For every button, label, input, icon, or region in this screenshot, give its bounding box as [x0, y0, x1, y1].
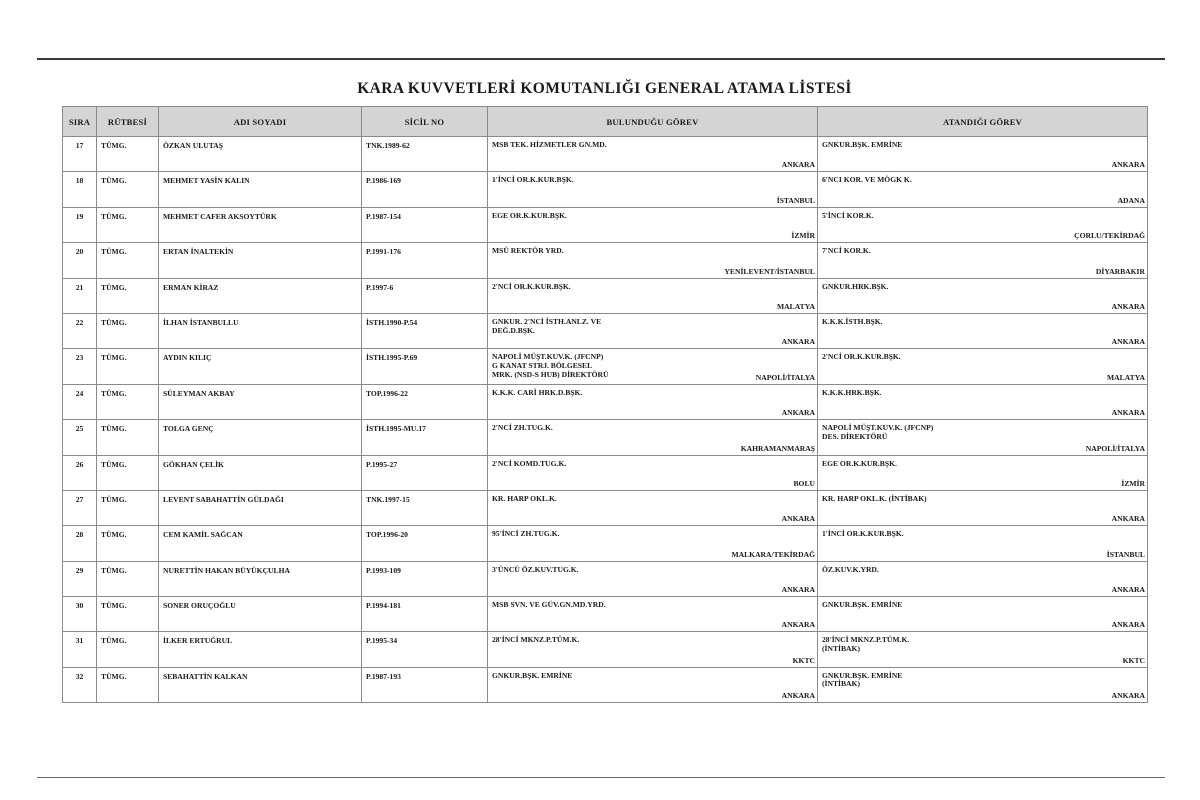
document-title: KARA KUVVETLERİ KOMUTANLIĞI GENERAL ATAMA LİSTESİ	[357, 80, 852, 97]
bulundugu-gorev-lines	[492, 283, 813, 292]
atandigi-gorev-line: KR. HARP OKL.K. (İNTİBAK)	[822, 493, 927, 503]
atandigi-gorev-location: NAPOLİ/İTALYA	[1085, 443, 1145, 453]
cell-adi-soyadi: TOLGA GENÇ	[159, 420, 362, 455]
atandigi-gorev-lines	[822, 247, 1143, 256]
cell-sira: 21	[63, 278, 97, 313]
table-row	[63, 632, 1148, 667]
cell-adi-soyadi: SÜLEYMAN AKBAY	[159, 384, 362, 419]
atandigi-gorev-location: ÇORLU/TEKİRDAĞ	[1074, 231, 1145, 241]
cell-rutbe: TÜMG.	[97, 667, 159, 702]
cell-bulundugu-gorev	[488, 597, 818, 632]
atandigi-gorev-lines	[822, 672, 1143, 689]
cell-sira: 19	[63, 207, 97, 242]
cell-bulundugu-gorev	[488, 667, 818, 702]
bulundugu-gorev-line: 1'İNCİ OR.K.KUR.BŞK.	[492, 175, 574, 185]
bulundugu-gorev-line: DEĞ.D.BŞK.	[492, 325, 535, 335]
bulundugu-gorev-lines	[492, 141, 813, 150]
header-bulundugu-gorev: BULUNDUĞU GÖREV	[488, 107, 818, 137]
cell-sira: 24	[63, 384, 97, 419]
bulundugu-gorev-location: KKTC	[792, 655, 815, 665]
bulundugu-gorev-line: KR. HARP OKL.K.	[492, 493, 557, 503]
cell-rutbe: TÜMG.	[97, 384, 159, 419]
bulundugu-gorev-location: ANKARA	[781, 408, 815, 418]
cell-sicil-no: TOP.1996-20	[362, 526, 488, 561]
cell-rutbe: TÜMG.	[97, 455, 159, 490]
cell-sira: 30	[63, 597, 97, 632]
cell-rutbe: TÜMG.	[97, 172, 159, 207]
cell-rutbe: TÜMG.	[97, 349, 159, 384]
atandigi-gorev-location: ANKARA	[1111, 514, 1145, 524]
atandigi-gorev-lines	[822, 530, 1143, 539]
cell-sicil-no: TOP.1996-22	[362, 384, 488, 419]
table-row	[63, 420, 1148, 455]
atandigi-gorev-line: ÖZ.KUV.K.YRD.	[822, 564, 879, 574]
atandigi-gorev-lines	[822, 353, 1143, 362]
cell-atandigi-gorev	[818, 278, 1148, 313]
cell-atandigi-gorev	[818, 384, 1148, 419]
cell-adi-soyadi: CEM KAMİL SAĞCAN	[159, 526, 362, 561]
bulundugu-gorev-lines	[492, 424, 813, 433]
cell-rutbe: TÜMG.	[97, 420, 159, 455]
table-row	[63, 207, 1148, 242]
cell-bulundugu-gorev	[488, 384, 818, 419]
bulundugu-gorev-line: MRK. (NSD-S HUB) DİREKTÖRÜ	[492, 369, 609, 379]
bulundugu-gorev-line: GNKUR. 2'NCİ İSTH.ANLZ. VE	[492, 316, 602, 326]
top-rule	[37, 58, 1165, 60]
atandigi-gorev-location: ANKARA	[1111, 337, 1145, 347]
bulundugu-gorev-location: İSTANBUL	[776, 195, 815, 205]
bulundugu-gorev-lines	[492, 601, 813, 610]
table-row	[63, 349, 1148, 384]
atandigi-gorev-location: ANKARA	[1111, 408, 1145, 418]
cell-rutbe: TÜMG.	[97, 490, 159, 525]
cell-adi-soyadi: ERTAN İNALTEKİN	[159, 243, 362, 278]
atandigi-gorev-line: 1'İNCİ OR.K.KUR.BŞK.	[822, 529, 904, 539]
cell-bulundugu-gorev	[488, 349, 818, 384]
cell-bulundugu-gorev	[488, 526, 818, 561]
cell-adi-soyadi: SEBAHATTİN KALKAN	[159, 667, 362, 702]
cell-adi-soyadi: MEHMET CAFER AKSOYTÜRK	[159, 207, 362, 242]
atandigi-gorev-location: ANKARA	[1111, 585, 1145, 595]
header-sira: SIRA	[63, 107, 97, 137]
atandigi-gorev-line: DES. DİREKTÖRÜ	[822, 431, 888, 441]
cell-sira: 22	[63, 313, 97, 348]
bulundugu-gorev-line: 28'İNCİ MKNZ.P.TÜM.K.	[492, 635, 580, 645]
table-row	[63, 526, 1148, 561]
atandigi-gorev-line: 7'NCİ KOR.K.	[822, 246, 871, 256]
bulundugu-gorev-line: EGE OR.K.KUR.BŞK.	[492, 210, 567, 220]
atandigi-gorev-location: KKTC	[1122, 655, 1145, 665]
table-row	[63, 243, 1148, 278]
bulundugu-gorev-lines	[492, 389, 813, 398]
cell-adi-soyadi: MEHMET YASİN KALIN	[159, 172, 362, 207]
cell-sicil-no: İSTH.1995-MU.17	[362, 420, 488, 455]
bulundugu-gorev-line: NAPOLİ MÜŞT.KUV.K. (JFCNP)	[492, 352, 604, 362]
cell-sicil-no: P.1986-169	[362, 172, 488, 207]
cell-rutbe: TÜMG.	[97, 278, 159, 313]
bulundugu-gorev-lines	[492, 176, 813, 185]
bulundugu-gorev-location: NAPOLİ/İTALYA	[755, 372, 815, 382]
table-row	[63, 172, 1148, 207]
bulundugu-gorev-location: İZMİR	[791, 231, 815, 241]
cell-adi-soyadi: İLKER ERTUĞRUL	[159, 632, 362, 667]
cell-sira: 20	[63, 243, 97, 278]
cell-adi-soyadi: ÖZKAN ULUTAŞ	[159, 137, 362, 172]
atandigi-gorev-line: 6'NCI KOR. VE MÖGK K.	[822, 175, 912, 185]
bulundugu-gorev-location: ANKARA	[781, 691, 815, 701]
cell-sicil-no: P.1994-181	[362, 597, 488, 632]
cell-rutbe: TÜMG.	[97, 243, 159, 278]
table-row	[63, 137, 1148, 172]
bulundugu-gorev-lines	[492, 460, 813, 469]
atandigi-gorev-line: 28'İNCİ MKNZ.P.TÜM.K.	[822, 635, 910, 645]
bulundugu-gorev-lines	[492, 530, 813, 539]
cell-atandigi-gorev	[818, 597, 1148, 632]
atandigi-gorev-line: GNKUR.BŞK. EMRİNE	[822, 140, 903, 149]
cell-atandigi-gorev	[818, 667, 1148, 702]
atandigi-gorev-location: ANKARA	[1111, 691, 1145, 701]
cell-bulundugu-gorev	[488, 207, 818, 242]
table-row	[63, 667, 1148, 702]
atandigi-gorev-lines	[822, 460, 1143, 469]
cell-bulundugu-gorev	[488, 561, 818, 596]
atandigi-gorev-line: K.K.K.İSTH.BŞK.	[822, 316, 883, 326]
cell-sira: 29	[63, 561, 97, 596]
bulundugu-gorev-line: MSÜ REKTÖR YRD.	[492, 246, 564, 256]
atandigi-gorev-lines	[822, 566, 1143, 575]
atandigi-gorev-line: GNKUR.HRK.BŞK.	[822, 281, 889, 291]
cell-atandigi-gorev	[818, 455, 1148, 490]
atandigi-gorev-line: GNKUR.BŞK. EMRİNE	[822, 670, 903, 680]
cell-sicil-no: P.1995-34	[362, 632, 488, 667]
cell-atandigi-gorev	[818, 349, 1148, 384]
bulundugu-gorev-line: 2'NCİ ZH.TUG.K.	[492, 423, 553, 433]
cell-adi-soyadi: LEVENT SABAHATTİN GÜLDAĞI	[159, 490, 362, 525]
table-row	[63, 597, 1148, 632]
bulundugu-gorev-line: 2'NCİ OR.K.KUR.BŞK.	[492, 281, 571, 291]
cell-sicil-no: P.1991-176	[362, 243, 488, 278]
bulundugu-gorev-location: YENİLEVENT/İSTANBUL	[724, 266, 815, 276]
cell-rutbe: TÜMG.	[97, 137, 159, 172]
bulundugu-gorev-location: BOLU	[793, 478, 815, 488]
bulundugu-gorev-lines	[492, 636, 813, 645]
bulundugu-gorev-lines	[492, 672, 813, 681]
cell-sicil-no: P.1993-109	[362, 561, 488, 596]
cell-sira: 26	[63, 455, 97, 490]
cell-rutbe: TÜMG.	[97, 632, 159, 667]
atandigi-gorev-line: (İNTİBAK)	[822, 644, 860, 654]
table-row	[63, 490, 1148, 525]
atandigi-gorev-location: ANKARA	[1111, 301, 1145, 311]
cell-bulundugu-gorev	[488, 490, 818, 525]
atandigi-gorev-lines	[822, 318, 1143, 327]
bulundugu-gorev-location: ANKARA	[781, 585, 815, 595]
cell-sicil-no: P.1987-154	[362, 207, 488, 242]
cell-bulundugu-gorev	[488, 243, 818, 278]
bulundugu-gorev-lines	[492, 212, 813, 221]
bulundugu-gorev-location: ANKARA	[781, 620, 815, 630]
cell-sicil-no: İSTH.1990-P.54	[362, 313, 488, 348]
cell-bulundugu-gorev	[488, 420, 818, 455]
atandigi-gorev-line: (İNTİBAK)	[822, 679, 860, 689]
table-row	[63, 313, 1148, 348]
bottom-rule	[37, 777, 1165, 778]
bulundugu-gorev-location: ANKARA	[781, 160, 815, 170]
cell-adi-soyadi: AYDIN KILIÇ	[159, 349, 362, 384]
atandigi-gorev-location: İZMİR	[1121, 478, 1145, 488]
cell-sira: 18	[63, 172, 97, 207]
cell-bulundugu-gorev	[488, 172, 818, 207]
atandigi-gorev-lines	[822, 141, 1143, 150]
table-row	[63, 278, 1148, 313]
table-row	[63, 561, 1148, 596]
table-row	[63, 384, 1148, 419]
atandigi-gorev-location: DİYARBAKIR	[1095, 266, 1145, 276]
atandigi-gorev-lines	[822, 601, 1143, 610]
cell-atandigi-gorev	[818, 526, 1148, 561]
cell-bulundugu-gorev	[488, 313, 818, 348]
cell-sira: 28	[63, 526, 97, 561]
atandigi-gorev-location: İSTANBUL	[1106, 549, 1145, 559]
atandigi-gorev-lines	[822, 389, 1143, 398]
assignment-table	[62, 106, 1148, 703]
cell-sicil-no: İSTH.1995-P.69	[362, 349, 488, 384]
bulundugu-gorev-lines	[492, 247, 813, 256]
bulundugu-gorev-line: 95'İNCİ ZH.TUG.K.	[492, 529, 560, 539]
bulundugu-gorev-lines	[492, 495, 813, 504]
cell-sicil-no: TNK.1989-62	[362, 137, 488, 172]
atandigi-gorev-location: ADANA	[1117, 195, 1145, 205]
cell-adi-soyadi: GÖKHAN ÇELİK	[159, 455, 362, 490]
atandigi-gorev-line: 5'İNCİ KOR.K.	[822, 210, 874, 220]
cell-sira: 27	[63, 490, 97, 525]
atandigi-gorev-lines	[822, 424, 1143, 441]
cell-rutbe: TÜMG.	[97, 597, 159, 632]
atandigi-gorev-lines	[822, 283, 1143, 292]
table-row	[63, 455, 1148, 490]
bulundugu-gorev-lines	[492, 566, 813, 575]
atandigi-gorev-location: MALATYA	[1107, 372, 1145, 382]
cell-rutbe: TÜMG.	[97, 561, 159, 596]
bulundugu-gorev-line: K.K.K. CARİ HRK.D.BŞK.	[492, 387, 583, 397]
cell-bulundugu-gorev	[488, 137, 818, 172]
cell-bulundugu-gorev	[488, 278, 818, 313]
cell-sira: 31	[63, 632, 97, 667]
bulundugu-gorev-location: MALATYA	[777, 301, 815, 311]
cell-atandigi-gorev	[818, 172, 1148, 207]
header-adi-soyadi: ADI SOYADI	[159, 107, 362, 137]
cell-adi-soyadi: SONER ORUÇOĞLU	[159, 597, 362, 632]
cell-atandigi-gorev	[818, 313, 1148, 348]
atandigi-gorev-lines	[822, 636, 1143, 653]
cell-adi-soyadi: İLHAN İSTANBULLU	[159, 313, 362, 348]
header-atandigi-gorev: ATANDIĞI GÖREV	[818, 107, 1148, 137]
cell-sira: 32	[63, 667, 97, 702]
header-sicil-no: SİCİL NO	[362, 107, 488, 137]
cell-atandigi-gorev	[818, 632, 1148, 667]
atandigi-gorev-line: GNKUR.BŞK. EMRİNE	[822, 600, 903, 610]
bulundugu-gorev-line: GNKUR.BŞK. EMRİNE	[492, 670, 573, 680]
bulundugu-gorev-line: G KANAT STRJ. BÖLGESEL	[492, 360, 593, 370]
cell-sicil-no: P.1995-27	[362, 455, 488, 490]
cell-atandigi-gorev	[818, 561, 1148, 596]
cell-rutbe: TÜMG.	[97, 313, 159, 348]
cell-rutbe: TÜMG.	[97, 207, 159, 242]
cell-sicil-no: TNK.1997-15	[362, 490, 488, 525]
atandigi-gorev-lines	[822, 176, 1143, 185]
cell-atandigi-gorev	[818, 420, 1148, 455]
atandigi-gorev-line: NAPOLİ MÜŞT.KUV.K. (JFCNP)	[822, 423, 934, 433]
cell-adi-soyadi: NURETTİN HAKAN BÜYÜKÇULHA	[159, 561, 362, 596]
cell-sicil-no: P.1987-193	[362, 667, 488, 702]
cell-atandigi-gorev	[818, 490, 1148, 525]
cell-atandigi-gorev	[818, 137, 1148, 172]
cell-adi-soyadi: ERMAN KİRAZ	[159, 278, 362, 313]
bulundugu-gorev-line: 3'ÜNCÜ ÖZ.KUV.TUG.K.	[492, 564, 579, 574]
atandigi-gorev-line: K.K.K.HRK.BŞK.	[822, 387, 882, 397]
header-rutbe: RÜTBESİ	[97, 107, 159, 137]
cell-atandigi-gorev	[818, 243, 1148, 278]
cell-sicil-no: P.1997-6	[362, 278, 488, 313]
atandigi-gorev-line: EGE OR.K.KUR.BŞK.	[822, 458, 897, 468]
bulundugu-gorev-lines	[492, 318, 813, 335]
bulundugu-gorev-line: MSB TEK. HİZMETLER GN.MD.	[492, 140, 607, 149]
cell-atandigi-gorev	[818, 207, 1148, 242]
bulundugu-gorev-location: MALKARA/TEKİRDAĞ	[731, 549, 815, 559]
bulundugu-gorev-location: KAHRAMANMARAŞ	[740, 443, 815, 453]
atandigi-gorev-location: ANKARA	[1111, 620, 1145, 630]
cell-sira: 25	[63, 420, 97, 455]
table-header-row	[63, 107, 1148, 137]
cell-bulundugu-gorev	[488, 632, 818, 667]
cell-bulundugu-gorev	[488, 455, 818, 490]
bulundugu-gorev-line: 2'NCİ KOMD.TUG.K.	[492, 458, 567, 468]
atandigi-gorev-location: ANKARA	[1111, 160, 1145, 170]
cell-rutbe: TÜMG.	[97, 526, 159, 561]
atandigi-gorev-lines	[822, 212, 1143, 221]
atandigi-gorev-line: 2'NCİ OR.K.KUR.BŞK.	[822, 352, 901, 362]
cell-sira: 23	[63, 349, 97, 384]
atandigi-gorev-lines	[822, 495, 1143, 504]
cell-sira: 17	[63, 137, 97, 172]
bulundugu-gorev-location: ANKARA	[781, 337, 815, 347]
bulundugu-gorev-location: ANKARA	[781, 514, 815, 524]
table-body	[63, 137, 1148, 703]
bulundugu-gorev-line: MSB SVN. VE GÜV.GN.MD.YRD.	[492, 600, 606, 610]
